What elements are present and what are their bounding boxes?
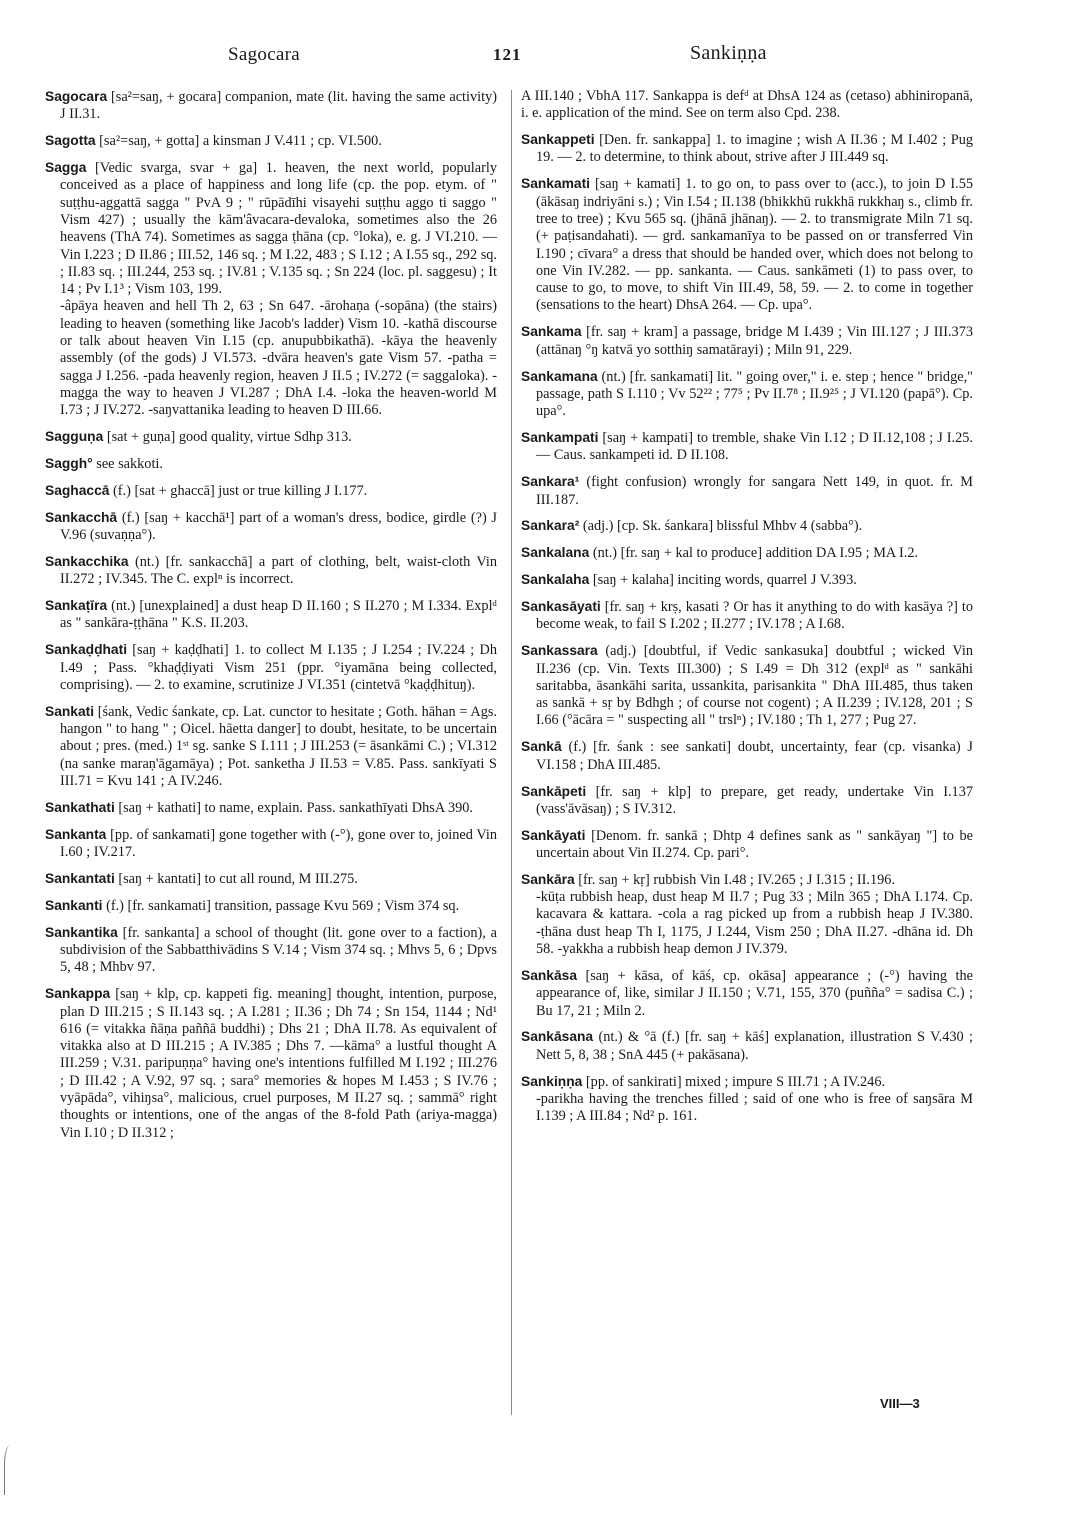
- entry-definition: (nt.) [fr. sankamati] lit. " going over," i. e. step ; hence " bridge," passage, path S I.110 ; Vv 52²² ; 77⁵ ; Pv II.7⁸ ; II.9²⁵ ; J VI.120 (papā°). Cp. upa°.: [536, 368, 973, 420]
- dictionary-entry: [45, 455, 497, 473]
- entry-definition: (adj.) [doubtful, if Vedic sankasuka] doubtful ; wicked Vin II.236 (cp. Vin. Texts III.300) ; S I.49 = Dh 312 (explᵈ as " sankāhi saritabba, āsankāhi sarita, ussankita, parisankita " DhA III.485, thus taken as sankā + sṛ by Bdhgh ; of course not cogent) ; A II.239 ; IV.128, 201 ; S I.66 (°ācāra = " suspecting all " trslⁿ) ; IV.180 ; Th 1, 277 ; Pug 27.: [536, 643, 973, 729]
- entry-headword: Sankassara: [521, 643, 598, 659]
- entry-definition: [fr. saŋ + klp] to prepare, get ready, undertake Vin I.137 (vass'āvāsaŋ) ; S IV.312.: [536, 783, 973, 817]
- entry-definition: (f.) [sat + ghaccā] just or true killing J I.177.: [109, 482, 368, 499]
- dictionary-entry: [45, 482, 497, 500]
- entry-definition: [saŋ + kantati] to cut all round, M III.275.: [114, 871, 358, 887]
- entry-headword: Sagotta: [45, 133, 96, 149]
- entry-headword: Sankanta: [45, 826, 107, 842]
- entry-definition: [saŋ + kāsa, of kāś, cp. okāsa] appearance ; (-°) having the appearance of, like, similar J II.150 ; V.71, 155, 370 (puñña° = sadisa C.) ; Bu 17, 21 ; Miln 2.: [536, 967, 973, 1019]
- dictionary-entry: [45, 132, 497, 150]
- entry-headword: Sankappeti: [521, 132, 595, 148]
- dictionary-entry: [521, 429, 973, 465]
- entry-definition: (nt.) [fr. sankacchā] a part of clothing, belt, waist-cloth Vin II.272 ; IV.345. The C. explⁿ is incorrect.: [60, 553, 497, 588]
- entry-headword: Sankamana: [521, 368, 598, 384]
- entry-headword: Sankāpeti: [521, 783, 587, 799]
- dictionary-entry: [45, 799, 497, 817]
- dictionary-entry: [521, 323, 973, 359]
- entry-definition: [saŋ + klp, cp. kappeti fig. meaning] thought, intention, purpose, plan D III.215 ; S II.143 sq. ; A I.281 ; II.36 ; Dh 74 ; Sn 154, 1144 ; Nd¹ 616 (= vitakka ñāṇa paññā buddhi) ; Dhs 21 ; DhA II.78. As equivalent of vitakka also at D III.215 ; A IV.385 ; Dhs 7. —kāma° a lustful thought A III.259 ; V.31. paripuṇṇa° having one's intentions fulfilled M I.192 ; III.276 ; D III.42 ; A V.92, 97 sq. ; sara° memories & hopes M I.453 ; S IV.76 ; vyāpāda°, vihiŋsa°, malicious, cruel purposes, M II.27 sq. ; sammā° right thoughts or intentions, one of the angas of the 8-fold Path (ariya-magga) Vin I.10 ; D II.312 ;: [60, 986, 497, 1141]
- entry-headword: Sankamati: [521, 176, 591, 192]
- entry-definition: [saŋ + kamati] 1. to go on, to pass over to (acc.), to join D I.55 (ākāsaŋ indriyāni s.) ; Vin I.54 ; II.138 (bhikkhū rukkhā rukkhaŋ s., climb fr. tree to tree) ; Kvu 565 sq. (jhānā jhānaŋ). — 2. to transmigrate Miln 71 sq. (+ paṭisandahati). — grd. sankamanīya to be passed on or transferred Vin I.190 ; cīvara° a dress that should be handed over, which does not belong to one Vin IV.282. — pp. sankanta. — Caus. sankāmeti (1) to pass over, to cause to go, to move, to shift Vin III.49, 58, 59. — 2. to come in together (sensations to the heart) DhsA 264. — Cp. upa°.: [536, 176, 973, 314]
- entry-headword: Sankara²: [521, 518, 580, 534]
- dictionary-entry: [45, 509, 497, 545]
- entry-headword: Sankacchika: [45, 553, 129, 569]
- dictionary-entry: [521, 517, 973, 535]
- entry-definition: [saŋ + kampati] to tremble, shake Vin I.12 ; D II.12,108 ; J I.25. — Caus. sankampeti id. D II.108.: [536, 430, 973, 464]
- entry-headword: Sankappa: [45, 986, 111, 1002]
- entry-compounds: -parikha having the trenches filled ; said of one who is free of saŋsāra M I.139 ; A III.84 ; Nd² p. 161.: [536, 1090, 973, 1125]
- entry-compounds: -kūṭa rubbish heap, dust heap M II.7 ; Pug 33 ; Miln 365 ; DhA I.174. Cp. kacavara & kattara. -cola a rag picked up from a rubbish heap J IV.380. -ṭhāna dust heap Th I, 1175, J I.244, Vism 250 ; DhA II.27. -dhāna id. Dh 58. -yakkha a rubbish heap demon J IV.379.: [536, 889, 973, 958]
- entry-definition: (adj.) [cp. Sk. śankara] blissful Mhbv 4 (sabba°).: [579, 518, 863, 535]
- entry-headword: Sankampati: [521, 430, 599, 446]
- entry-definition: (fight confusion) wrongly for sangara Nett 149, in quot. fr. M III.187.: [536, 474, 973, 508]
- entry-definition: (f.) [saŋ + kacchā¹] part of a woman's dress, bodice, girdle (?) J V.96 (suvaṇṇa°).: [60, 509, 497, 544]
- entry-headword: Sankara¹: [521, 474, 580, 490]
- entry-definition: [pp. of sankamati] gone together with (-°), gone over to, joined Vin I.60 ; IV.217.: [60, 826, 497, 861]
- entry-headword: Sankati: [45, 703, 95, 719]
- header-last-headword: Sankiṇṇa: [690, 42, 767, 64]
- entry-headword: Sankathati: [45, 799, 115, 815]
- dictionary-entry: [521, 871, 973, 958]
- right-column: [521, 88, 973, 1134]
- entry-definition: [Den. fr. sankappa] 1. to imagine ; wish A II.36 ; M I.402 ; Pug 19. — 2. to determine, to think about, strive after J III.449 sq.: [536, 132, 973, 166]
- entry-headword: Sankama: [521, 324, 582, 340]
- entry-headword: Sankacchā: [45, 509, 118, 525]
- entry-headword: Sankanti: [45, 897, 103, 913]
- dictionary-entry: [521, 131, 973, 167]
- left-column: [45, 88, 497, 1151]
- entry-headword: Sankāsana: [521, 1029, 594, 1045]
- dictionary-entry: [45, 88, 497, 124]
- entry-definition: [pp. of sankirati] mixed ; impure S III.71 ; A IV.246.: [582, 1073, 886, 1090]
- entry-definition: [fr. sankanta] a school of thought (lit. gone over to a faction), a subdivision of the Sabbatthivādins S V.14 ; Vism 374 sq. ; Mhvs 5, 6 ; Dpvs 5, 48 ; Mhbv 97.: [60, 924, 497, 976]
- page-number: 121: [493, 45, 522, 64]
- entry-definition: [saŋ + kaḍḍhati] 1. to collect M I.135 ; J I.254 ; IV.224 ; Dh I.49 ; Pass. °khaḍḍiyati Vism 251 (ppr. °iyamāna being collected, comprising). — 2. to examine, scrutinize J VI.351 (cintetvā °kaḍḍhituŋ).: [60, 642, 497, 693]
- entry-definition: [sa²=saŋ, + gocara] companion, mate (lit. having the same activity) J II.31.: [60, 89, 497, 123]
- dictionary-entry: [45, 428, 497, 446]
- dictionary-entry: [45, 553, 497, 589]
- entry-headword: Sankantati: [45, 871, 115, 886]
- dictionary-entry: [521, 1073, 973, 1126]
- dictionary-entry: [521, 967, 973, 1020]
- entry-headword: Saggh°: [45, 456, 93, 472]
- entry-headword: Saghaccā: [45, 482, 110, 498]
- entry-definition: [Vedic svarga, svar + ga] 1. heaven, the next world, popularly conceived as a place of happiness and long life (cp. the pop. etym. of " suṭṭhu-aggattā sagga " PvA 9 ; " rūpādīhi visayehi suṭṭhu aggo ti saggo " Vism 427) ; usually the kām'âvacara-devaloka, sometimes also the 26 heavens (ThA 74). Sometimes as sagga ṭhāna (cp. °loka), e. g. J VI.210. — Vin I.223 ; D II.86 ; III.52, 146 sq. ; M I.22, 483 ; S I.12 ; A I.55 sq., 292 sq. ; II.83 sq. ; III.244, 253 sq. ; IV.81 ; V.135 sq. ; Sn 224 (loc. pl. saggesu) ; It 14 ; Pv I.1³ ; Vism 103, 199.: [60, 160, 497, 298]
- margin-scratch: [4, 1445, 19, 1495]
- entry-definition: [saŋ + kathati] to name, explain. Pass. sankathīyati DhsA 390.: [114, 799, 473, 816]
- entry-headword: Sankiṇṇa: [521, 1073, 583, 1089]
- entry-compounds: -âpāya heaven and hell Th 2, 63 ; Sn 647. -ārohaṇa (-sopāna) (the stairs) leading to heaven (something like Jacob's ladder) Vism 10. -kathā discourse or talk about heaven Vin I.15 (cp. anupubbikathā). -kāya the heavenly assembly (of the gods) J VI.573. -dvāra heaven's gate Vism 57. -patha = sagga J I.256. -pada heavenly region, heaven J II.5 ; IV.272 (= saggaloka). -magga the way to heaven J VI.287 ; DhA I.4. -loka the heaven-world M I.73 ; J IV.272. -saŋvattanika leading to heaven D III.66.: [60, 298, 497, 419]
- entry-definition: [fr. saŋ + kram] a passage, bridge M I.439 ; Vin III.127 ; J III.373 (attānaŋ °ŋ katvā yo sotthiŋ samatārayi) ; Miln 91, 229.: [536, 324, 973, 358]
- entry-headword: Sankaṭīra: [45, 598, 108, 614]
- entry-definition: [śank, Vedic śankate, cp. Lat. cunctor to hesitate ; Goth. hāhan = Ags. hangon " to hang " ; Oicel. hāetta danger] to doubt, hesitate, to be uncertain about ; pres. (med.) 1ˢᵗ sg. sanke S I.111 ; J III.253 (= āsankāmi C.) ; VI.312 (na sanke maraṇ'āgamāya) ; Pot. sanketha J II.53 = V.85. Pass. sankīyati S III.71 = Kvu 141 ; A IV.246.: [60, 703, 497, 790]
- entry-definition: (f.) [fr. śank : see sankati] doubt, uncertainty, fear (cp. visanka) J VI.158 ; DhA III.485.: [536, 739, 973, 773]
- entry-headword: Sagga: [45, 160, 87, 176]
- entry-definition: (nt.) [unexplained] a dust heap D II.160 ; S II.270 ; M I.334. Explᵈ as " sankāra-ṭṭhāna " K.S. II.203.: [60, 598, 497, 632]
- entry-definition: [fr. saŋ + krṣ, kasati ? Or has it anything to do with kasāya ?] to become weak, to fail S I.202 ; II.277 ; IV.178 ; A I.68.: [536, 599, 973, 633]
- entry-headword: Sankāyati: [521, 827, 586, 843]
- dictionary-entry: [45, 159, 497, 419]
- dictionary-entry: [45, 870, 497, 888]
- dictionary-entry: [45, 924, 497, 977]
- entry-headword: Sagguṇa: [45, 429, 104, 445]
- entry-definition: (f.) [fr. sankamati] transition, passage Kvu 569 ; Vism 374 sq.: [102, 897, 460, 914]
- dictionary-entry: [45, 897, 497, 915]
- entry-definition: (nt.) & °ā (f.) [fr. saŋ + kāś] explanation, illustration S V.430 ; Nett 5, 8, 38 ; SnA 445 (+ pakāsana).: [536, 1029, 973, 1063]
- dictionary-entry: [45, 597, 497, 633]
- dictionary-entry: [521, 544, 973, 562]
- entry-definition: [fr. saŋ + kṛ] rubbish Vin I.48 ; IV.265 ; J I.315 ; II.196.: [574, 871, 896, 888]
- dictionary-entry: [521, 738, 973, 774]
- dictionary-entry: [521, 175, 973, 314]
- dictionary-entry: [521, 642, 973, 729]
- dictionary-entry: [521, 598, 973, 634]
- entry-headword: Sankasāyati: [521, 599, 601, 615]
- running-header: [0, 40, 1073, 70]
- dictionary-entry: [521, 1028, 973, 1064]
- entry-headword: Sankāra: [521, 871, 575, 887]
- entry-headword: Sankalana: [521, 545, 590, 561]
- dictionary-entry: [521, 473, 973, 509]
- column-divider: [511, 90, 512, 1415]
- entry-definition: [saŋ + kalaha] inciting words, quarrel J V.393.: [589, 572, 857, 589]
- dictionary-entry: [521, 368, 973, 421]
- header-first-headword: Sagocara: [228, 44, 301, 65]
- entry-headword: Sankāsa: [521, 967, 577, 983]
- dictionary-entry: [45, 703, 497, 790]
- dictionary-entry: [521, 783, 973, 819]
- entry-headword: Sankantika: [45, 924, 118, 940]
- dictionary-entry: [45, 985, 497, 1142]
- entry-headword: Sagocara: [45, 89, 108, 104]
- entry-definition: [Denom. fr. sankā ; Dhtp 4 defines sank as " sankāyaŋ "] to be uncertain about Vin II.274. Cp. pari°.: [536, 827, 973, 861]
- dictionary-entry: [521, 571, 973, 589]
- signature-mark: VIII—3: [880, 1396, 920, 1411]
- dictionary-entry: [45, 826, 497, 862]
- entry-definition: [sat + guṇa] good quality, virtue Sdhp 313.: [103, 429, 352, 446]
- dictionary-entry: [521, 827, 973, 863]
- entry-definition: see sakkoti.: [92, 456, 163, 473]
- entry-headword: Sankaḍḍhati: [45, 642, 128, 658]
- entry-definition: [sa²=saŋ, + gotta] a kinsman J V.411 ; cp. VI.500.: [95, 133, 382, 150]
- entry-headword: Sankalaha: [521, 572, 590, 588]
- continued-entry-text: A III.140 ; VbhA 117. Sankappa is defᵈ at DhsA 124 as (cetaso) abhiniropanā, i. e. application of the mind. See on term also Cpd. 238.: [521, 88, 973, 122]
- dictionary-entry: [45, 641, 497, 694]
- entry-definition: (nt.) [fr. saŋ + kal to produce] addition DA I.95 ; MA I.2.: [589, 545, 919, 562]
- entry-headword: Sankā: [521, 739, 562, 755]
